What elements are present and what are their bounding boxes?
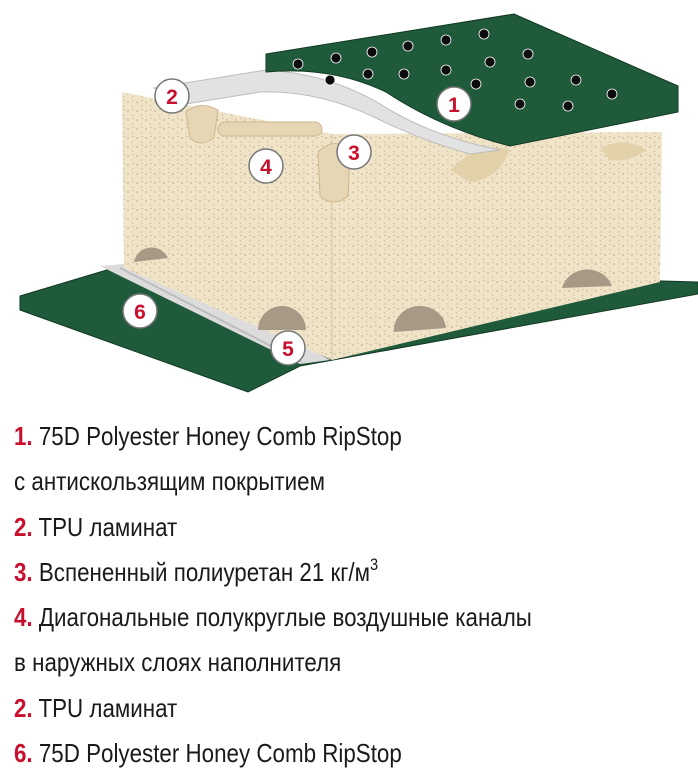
svg-text:4: 4 (260, 156, 272, 179)
layers-legend (14, 414, 690, 776)
svg-text:5: 5 (282, 338, 294, 361)
legend-number: 2. (14, 692, 33, 723)
svg-text:2: 2 (166, 86, 178, 109)
legend-item-2 (14, 505, 595, 550)
marker-4 (249, 149, 283, 183)
legend-text: в наружных слоях наполнителя (14, 647, 342, 678)
legend-item-4 (14, 595, 595, 640)
legend-item-3 (14, 550, 595, 595)
marker-5 (271, 331, 305, 365)
legend-text: с антискользящим покрытием (14, 466, 325, 497)
legend-text: 75D Polyester Honey Comb RipStop (38, 421, 402, 451)
marker-2 (155, 79, 189, 113)
legend-text: Диагональные полукруглые воздушные каналы (38, 602, 532, 633)
marker-1 (437, 87, 471, 121)
legend-number: 6. (14, 738, 33, 769)
legend-item-4-continuation (14, 640, 595, 685)
legend-superscript: 3 (370, 554, 379, 574)
legend-item-1 (14, 414, 595, 459)
svg-text:1: 1 (448, 94, 460, 117)
legend-text: TPU ламинат (38, 692, 178, 723)
legend-number: 4. (14, 602, 33, 633)
legend-number: 1. (14, 421, 33, 451)
legend-text: 75D Polyester Honey Comb RipStop (38, 738, 402, 769)
legend-item-1-continuation (14, 459, 595, 504)
legend-item-5 (14, 686, 595, 731)
svg-text:6: 6 (134, 301, 146, 324)
legend-item-6 (14, 731, 595, 776)
marker-6 (123, 294, 157, 328)
legend-number: 2. (14, 511, 33, 542)
legend-number: 3. (14, 556, 33, 587)
svg-text:3: 3 (348, 142, 360, 165)
legend-text: TPU ламинат (38, 511, 178, 542)
legend-text: Вспененный полиуретан 21 кг/м (38, 556, 371, 587)
marker-3 (337, 135, 371, 169)
